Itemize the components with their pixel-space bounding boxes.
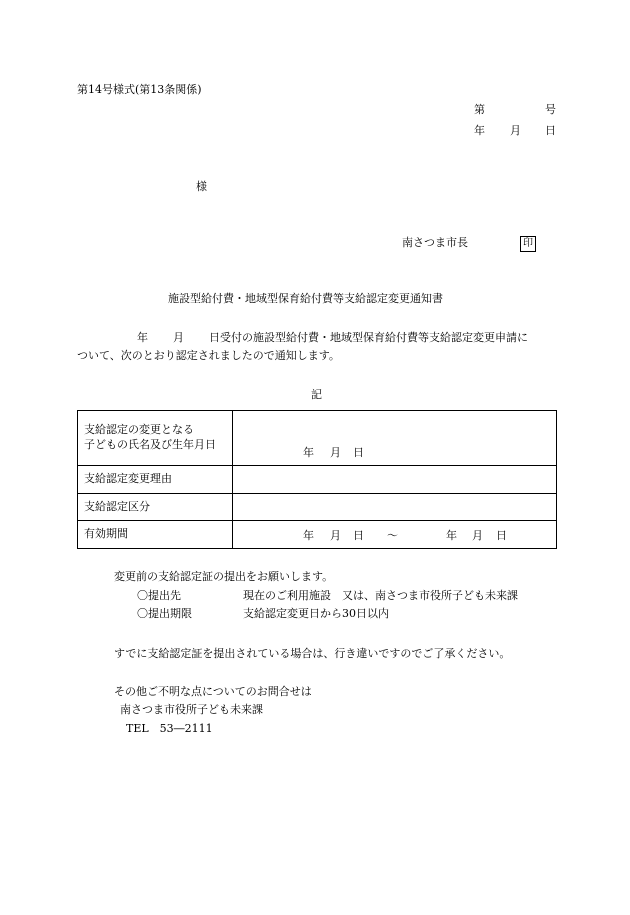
deadline-value: 支給認定変更日から30日以内: [243, 607, 389, 620]
certification-category-value: [233, 494, 557, 521]
table-row: [78, 466, 557, 494]
department-name: 南さつま市役所子ども未来課: [120, 703, 263, 716]
already-submitted-note: すでに支給認定証を提出されている場合は、行き違いですのでご了承ください。: [114, 647, 511, 660]
doc-number-prefix: 第: [474, 103, 485, 116]
table-row: [78, 411, 557, 466]
child-birth-day: 日: [353, 446, 364, 459]
certification-category-label: 支給認定区分: [78, 494, 233, 521]
issuer-name: 南さつま市長: [402, 236, 468, 249]
valid-period-value: [233, 521, 557, 549]
body-line2: ついて、次のとおり認定されましたので通知します。: [77, 349, 340, 362]
child-info-label-line1: 支給認定の変更となる: [84, 423, 194, 437]
period-start-month: 月: [330, 529, 341, 542]
date-day: 日: [545, 124, 556, 137]
doc-number-suffix: 号: [545, 103, 556, 116]
form-number: 第14号様式(第13条関係): [77, 83, 202, 96]
period-end-month: 月: [472, 529, 483, 542]
inquiry-text: その他ご不明な点についてのお問合せは: [114, 685, 312, 698]
deadline-label: 〇提出期限: [137, 607, 192, 620]
change-reason-label: 支給認定変更理由: [78, 466, 233, 494]
child-info-label-line2: 子どもの氏名及び生年月日: [84, 438, 216, 451]
seal-stamp: 印: [520, 236, 536, 252]
body-month: 月: [173, 331, 184, 344]
document-title: 施設型給付費・地域型保育給付費等支給認定変更通知書: [168, 292, 443, 305]
change-reason-value: [233, 466, 557, 494]
period-start-day: 日: [353, 529, 364, 542]
body-line1: 日受付の施設型給付費・地域型保育給付費等支給認定変更申請に: [209, 331, 528, 344]
period-end-day: 日: [496, 529, 507, 542]
telephone-number: TEL 53―2111: [126, 722, 213, 735]
child-birth-year: 年: [303, 446, 314, 459]
child-info-value: [233, 411, 557, 466]
child-info-label: [78, 411, 233, 466]
submit-to-label: 〇提出先: [137, 589, 181, 602]
ki-heading: 記: [311, 388, 322, 401]
child-birth-month: 月: [330, 446, 341, 459]
date-year: 年: [474, 124, 485, 137]
submit-to-value: 現在のご利用施設 又は、南さつま市役所子ども未来課: [243, 589, 518, 602]
period-start-year: 年: [303, 529, 314, 542]
table-row: [78, 521, 557, 549]
period-tilde: ～: [387, 529, 398, 542]
info-table: [77, 410, 557, 549]
period-end-year: 年: [446, 529, 457, 542]
addressee-suffix: 様: [196, 180, 207, 193]
date-month: 月: [510, 124, 521, 137]
table-row: [78, 494, 557, 521]
body-year: 年: [137, 331, 148, 344]
valid-period-label: 有効期間: [78, 521, 233, 549]
submission-request: 変更前の支給認定証の提出をお願いします。: [114, 570, 334, 583]
